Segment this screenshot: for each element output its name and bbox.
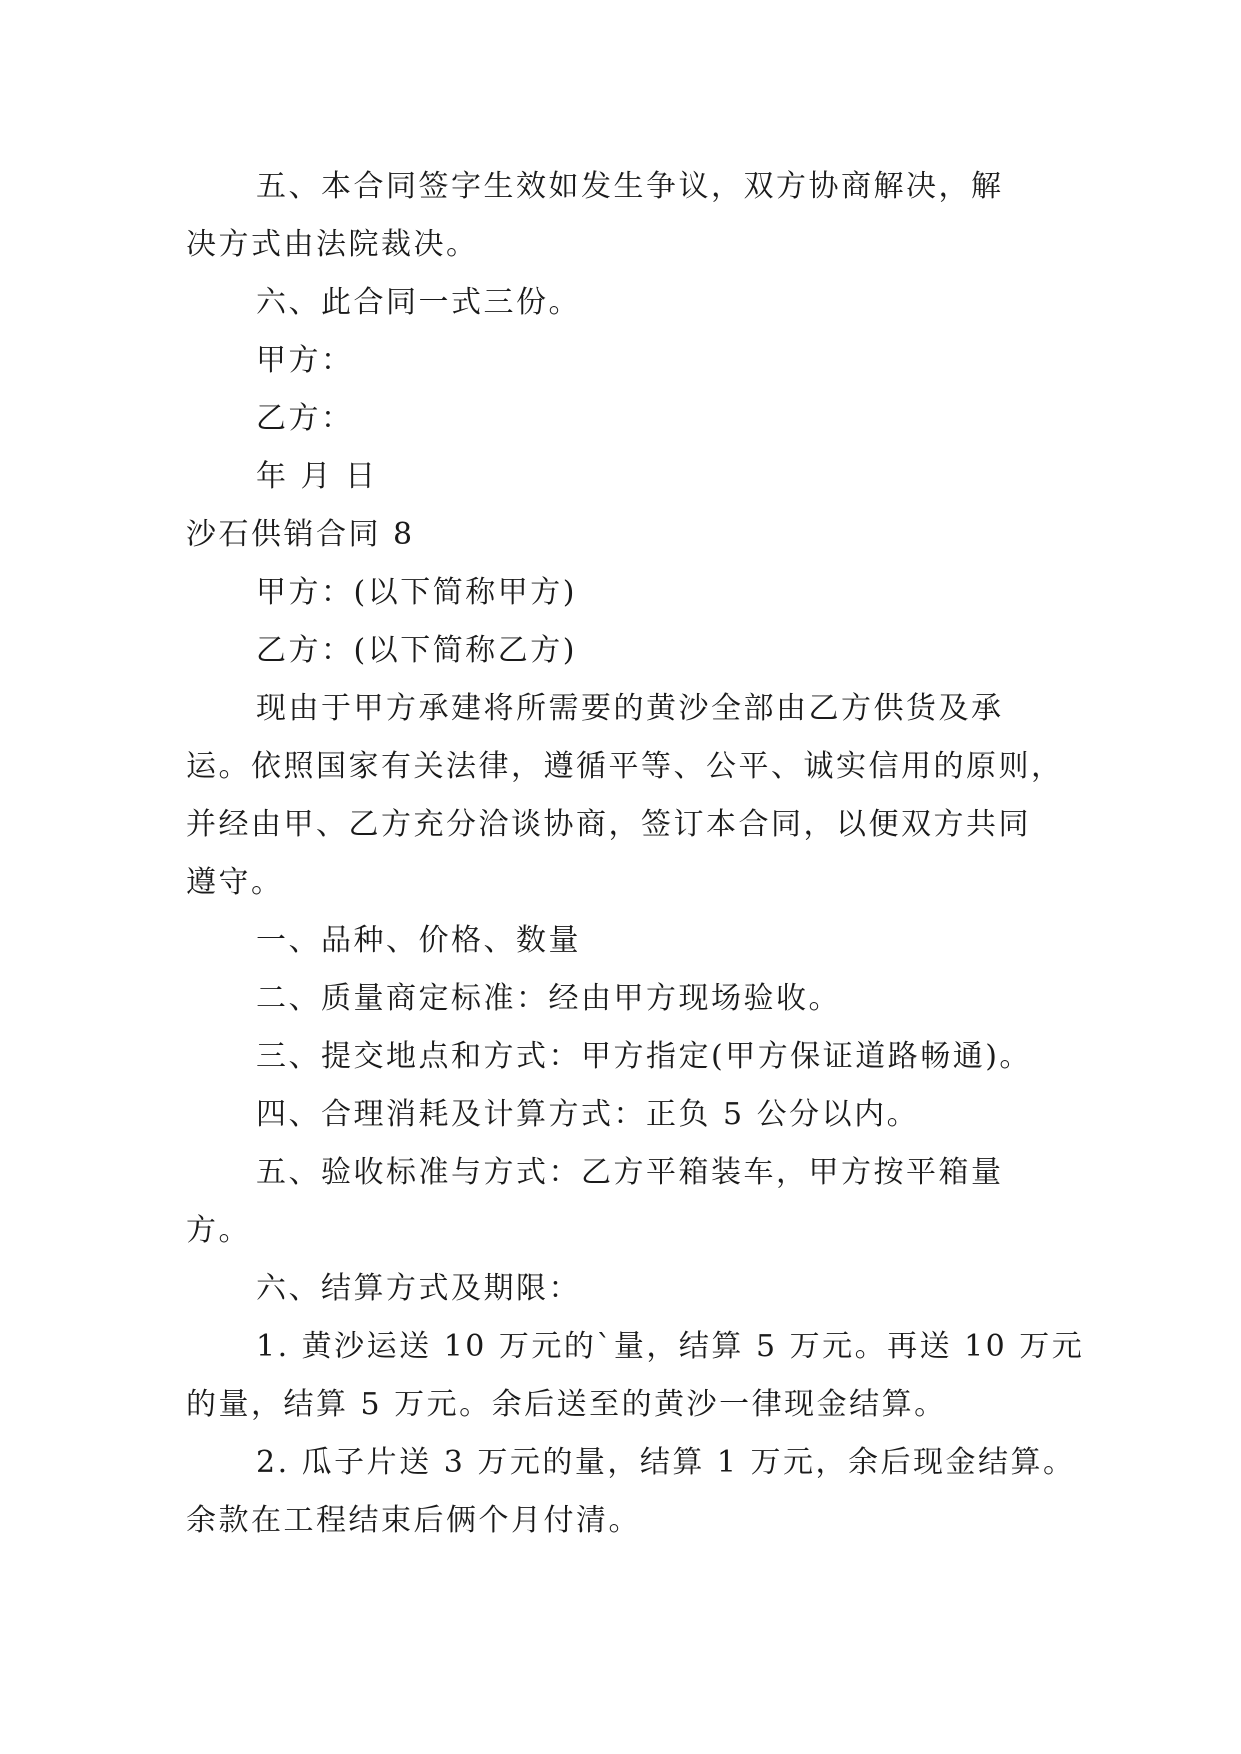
paragraph-line: 现由于甲方承建将所需要的黄沙全部由乙方供货及承	[256, 691, 1004, 726]
signature-line-party-b: 乙方：	[256, 401, 354, 436]
clause-line: 五、验收标准与方式：乙方平箱装车，甲方按平箱量	[256, 1155, 1004, 1190]
clause-item: 2. 瓜子片送 3 万元的量，结算 1 万元，余后现金结算。	[256, 1445, 1076, 1480]
paragraph-line: 并经由甲、乙方充分洽谈协商，签订本合同，以便双方共同	[186, 807, 1031, 842]
clause-line: 二、质量商定标准：经由甲方现场验收。	[256, 981, 841, 1016]
clause-line: 六、结算方式及期限：	[256, 1271, 581, 1306]
paragraph-line: 六、此合同一式三份。	[256, 285, 581, 320]
paragraph-line: 五、本合同签字生效如发生争议，双方协商解决，解	[256, 169, 1004, 204]
section-title: 沙石供销合同 8	[186, 517, 415, 552]
clause-line: 四、合理消耗及计算方式：正负 5 公分以内。	[256, 1097, 920, 1132]
clause-item: 1. 黄沙运送 10 万元的`量，结算 5 万元。再送 10 万元	[256, 1329, 1085, 1364]
paragraph-line: 运。依照国家有关法律，遵循平等、公平、诚实信用的原则，	[186, 749, 1064, 784]
signature-line-party-a: 甲方：	[256, 343, 354, 378]
party-a-line: 甲方：(以下简称甲方)	[256, 575, 577, 610]
clause-item: 的量，结算 5 万元。余后送至的黄沙一律现金结算。	[186, 1387, 947, 1422]
paragraph-line: 遵守。	[186, 865, 284, 900]
clause-line: 一、品种、价格、数量	[256, 923, 581, 958]
date-line: 年 月 日	[256, 459, 378, 494]
document-body	[186, 158, 1085, 1550]
party-b-line: 乙方：(以下简称乙方)	[256, 633, 577, 668]
clause-item: 余款在工程结束后俩个月付清。	[186, 1503, 641, 1538]
paragraph-line: 决方式由法院裁决。	[186, 227, 479, 262]
clause-line: 方。	[186, 1213, 251, 1248]
clause-line: 三、提交地点和方式：甲方指定(甲方保证道路畅通)。	[256, 1039, 1032, 1074]
